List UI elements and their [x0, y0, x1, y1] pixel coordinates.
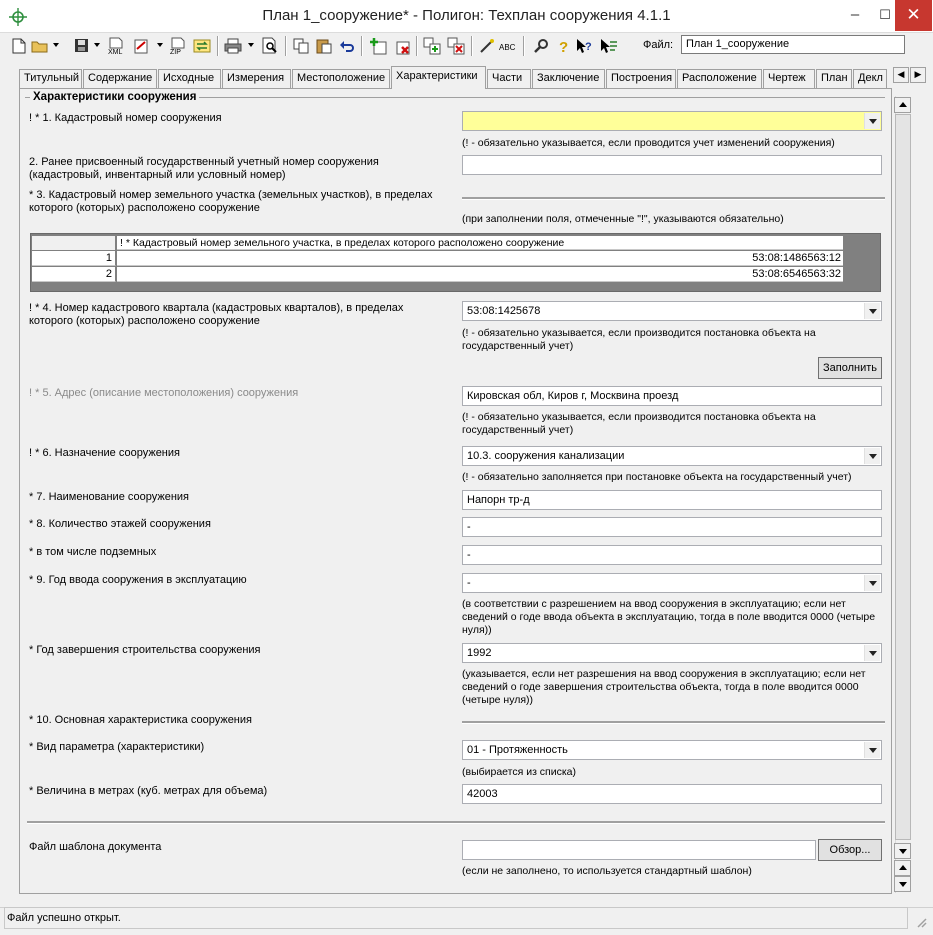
- tab-postroeniya[interactable]: Построения: [606, 69, 676, 88]
- browse-button[interactable]: Обзор...: [818, 839, 882, 861]
- scroll-thumb[interactable]: [895, 114, 911, 840]
- sign-icon[interactable]: [131, 35, 151, 56]
- chevron-down-icon[interactable]: [864, 113, 880, 129]
- tab-scroll-right-icon[interactable]: ▶: [910, 67, 926, 83]
- add-group-icon[interactable]: [422, 35, 442, 56]
- land-parcel-table[interactable]: [30, 233, 881, 292]
- chevron-down-icon[interactable]: [864, 448, 880, 464]
- magic-wand-icon[interactable]: [477, 35, 497, 56]
- chevron-down-icon[interactable]: [864, 645, 880, 661]
- tab-plan[interactable]: План: [816, 69, 852, 88]
- main-characteristic-label: * 10. Основная характеристика сооружения: [29, 714, 252, 726]
- purpose-hint: (! - обязательно заполняется при постановке объекта на государственный учет): [462, 471, 852, 483]
- paste-icon[interactable]: [314, 35, 334, 56]
- pointer-help-icon[interactable]: [599, 35, 619, 56]
- add-row-icon[interactable]: [368, 35, 388, 56]
- chevron-down-icon[interactable]: [864, 575, 880, 591]
- scroll-up-icon[interactable]: [894, 97, 911, 113]
- svg-text:ZIP: ZIP: [170, 48, 181, 55]
- zip-icon[interactable]: [168, 35, 188, 56]
- print-dropdown-icon[interactable]: [248, 43, 254, 47]
- table-cell[interactable]: 53:08:1486563:12: [117, 251, 843, 266]
- table-row-number: 1: [32, 251, 116, 266]
- cadastral-quarter-label: ! * 4. Номер кадастрового квартала (кадастровых кварталов), в пределах которого (которых) расположено сооружение: [29, 302, 404, 327]
- tab-raspolozhenie[interactable]: Расположение: [677, 69, 762, 88]
- value-meters-input[interactable]: 42003: [462, 784, 882, 804]
- parameter-type-label: * Вид параметра (характеристики): [29, 741, 205, 753]
- close-button[interactable]: ✕: [895, 0, 932, 31]
- svg-text:?: ?: [559, 38, 569, 54]
- tab-deklaratsiya[interactable]: Декл: [853, 69, 887, 88]
- parameter-type-value: 01 - Протяженность: [467, 744, 568, 756]
- inspect-icon[interactable]: [531, 35, 551, 56]
- scroll-page-down-icon[interactable]: [894, 876, 911, 892]
- previous-number-label: 2. Ранее присвоенный государственный учетный номер сооружения (кадастровый, инвентарный или условный номер): [29, 156, 379, 181]
- delete-row-icon[interactable]: [391, 35, 411, 56]
- export-xml-icon[interactable]: [107, 35, 127, 56]
- tab-strip: [19, 66, 892, 88]
- window-title: План 1_сооружение* - Полигон: Техплан сооружения 4.1.1: [262, 7, 671, 24]
- help-icon[interactable]: [554, 35, 574, 56]
- save-icon[interactable]: [71, 35, 91, 56]
- commission-year-value: -: [467, 577, 471, 589]
- tab-izmereniya[interactable]: Измерения: [222, 69, 291, 88]
- table-corner: [32, 236, 116, 250]
- table-row-number: 2: [32, 267, 116, 282]
- chevron-down-icon[interactable]: [864, 742, 880, 758]
- template-file-label: Файл шаблона документа: [29, 841, 162, 853]
- file-label: Файл:: [643, 39, 674, 51]
- tab-titulny[interactable]: Титульный: [19, 69, 82, 88]
- tab-chertezh[interactable]: Чертеж: [763, 69, 815, 88]
- scroll-down-icon[interactable]: [894, 843, 911, 859]
- tab-kharakteristiki[interactable]: Характеристики: [391, 66, 486, 89]
- cadastral-number-combo[interactable]: [462, 111, 882, 131]
- group-title: Характеристики сооружения: [30, 91, 199, 103]
- purpose-label: ! * 6. Назначение сооружения: [29, 447, 180, 459]
- convert-icon[interactable]: [192, 35, 212, 56]
- context-help-icon[interactable]: [575, 35, 595, 56]
- tab-soderzhanie[interactable]: Содержание: [83, 69, 157, 88]
- cadastral-quarter-value: 53:08:1425678: [467, 305, 541, 317]
- open-folder-icon[interactable]: [30, 35, 50, 56]
- section-divider: [27, 821, 885, 824]
- minimize-button[interactable]: –: [850, 6, 860, 23]
- floors-label: * 8. Количество этажей сооружения: [29, 518, 211, 530]
- parameter-type-combo[interactable]: [462, 740, 882, 760]
- svg-text:?: ?: [585, 40, 592, 53]
- divider: [462, 721, 885, 724]
- spellcheck-icon[interactable]: [499, 35, 519, 56]
- land-parcel-hint: (при заполнении поля, отмеченные "!", указываются обязательно): [462, 213, 784, 225]
- svg-text:ABC: ABC: [499, 42, 516, 52]
- maximize-button[interactable]: ☐: [879, 7, 891, 22]
- save-dropdown-icon[interactable]: [94, 43, 100, 47]
- address-hint: (! - обязательно указывается, если производится постановка объекта на государственный учет): [462, 411, 816, 436]
- undo-icon[interactable]: [337, 35, 357, 56]
- parameter-type-hint: (выбирается из списка): [462, 766, 577, 778]
- divider: [462, 197, 885, 200]
- chevron-down-icon[interactable]: [864, 303, 880, 319]
- construction-year-hint: (указывается, если нет разрешения на ввод сооружения в эксплуатацию; если нет сведений о годе завершения строительства объекта, тогда в поле вводится 0000 (четыре нуля)): [462, 668, 866, 706]
- print-icon[interactable]: [223, 35, 243, 56]
- file-name-input[interactable]: План 1_сооружение: [681, 35, 905, 54]
- tab-zaklyuchenie[interactable]: Заключение: [532, 69, 605, 88]
- status-text: Файл успешно открыт.: [7, 912, 121, 924]
- resize-grip-icon[interactable]: [915, 916, 927, 931]
- commission-year-hint: (в соответствии с разрешением на ввод сооружения в эксплуатацию; если нет сведений о годе ввода объекта в эксплуатацию, тогда в поле вводится 0000 (четыре нуля)): [462, 598, 876, 636]
- tab-mestopolozhenie[interactable]: Местоположение: [292, 69, 390, 88]
- tab-iskhodnye[interactable]: Исходные: [158, 69, 221, 88]
- value-meters-label: * Величина в метрах (куб. метрах для объема): [29, 785, 268, 797]
- purpose-combo[interactable]: [462, 446, 882, 466]
- svg-text:XML: XML: [108, 48, 123, 55]
- template-file-input[interactable]: [462, 840, 816, 860]
- name-label: * 7. Наименование сооружения: [29, 491, 190, 503]
- status-pane: [4, 907, 908, 929]
- tab-scroll-left-icon[interactable]: ◀: [893, 67, 909, 83]
- floors-input[interactable]: -: [462, 517, 882, 537]
- address-label: ! * 5. Адрес (описание местоположения) сооружения: [29, 387, 299, 399]
- name-input[interactable]: Напорн тр-д: [462, 490, 882, 510]
- commission-year-label: * 9. Год ввода сооружения в эксплуатацию: [29, 574, 247, 586]
- construction-year-value: 1992: [467, 647, 492, 659]
- cadastral-number-label: ! * 1. Кадастровый номер сооружения: [29, 112, 222, 124]
- construction-year-combo[interactable]: [462, 643, 882, 663]
- address-input[interactable]: Кировская обл, Киров г, Москвина проезд: [462, 386, 882, 406]
- open-dropdown-icon[interactable]: [53, 43, 59, 47]
- cadastral-quarter-hint: (! - обязательно указывается, если производится постановка объекта на государственный учет): [462, 327, 816, 352]
- tab-chasti[interactable]: Части: [487, 69, 531, 88]
- print-preview-icon[interactable]: [260, 35, 280, 56]
- new-document-icon[interactable]: [9, 35, 29, 56]
- purpose-value: 10.3. сооружения канализации: [467, 450, 625, 462]
- previous-number-input[interactable]: [462, 155, 882, 175]
- sign-dropdown-icon[interactable]: [157, 43, 163, 47]
- cadastral-quarter-combo[interactable]: [462, 301, 882, 321]
- copy-icon[interactable]: [291, 35, 311, 56]
- table-header: ! * Кадастровый номер земельного участка, в пределах которого расположено сооружение: [117, 236, 843, 250]
- construction-year-label: * Год завершения строительства сооружения: [29, 644, 261, 656]
- template-file-hint: (если не заполнено, то используется стандартный шаблон): [462, 865, 752, 877]
- scroll-page-up-icon[interactable]: [894, 860, 911, 876]
- table-cell[interactable]: 53:08:6546563:32: [117, 267, 843, 282]
- fill-button[interactable]: Заполнить: [818, 357, 882, 379]
- underground-floors-label: * в том числе подземных: [29, 546, 157, 558]
- delete-group-icon[interactable]: [446, 35, 466, 56]
- commission-year-combo[interactable]: [462, 573, 882, 593]
- underground-floors-input[interactable]: -: [462, 545, 882, 565]
- land-parcel-label: * 3. Кадастровый номер земельного участка (земельных участков), в пределах которого (которых) расположено сооружение: [29, 189, 433, 214]
- cadastral-number-hint: (! - обязательно указывается, если проводится учет изменений сооружения): [462, 137, 835, 149]
